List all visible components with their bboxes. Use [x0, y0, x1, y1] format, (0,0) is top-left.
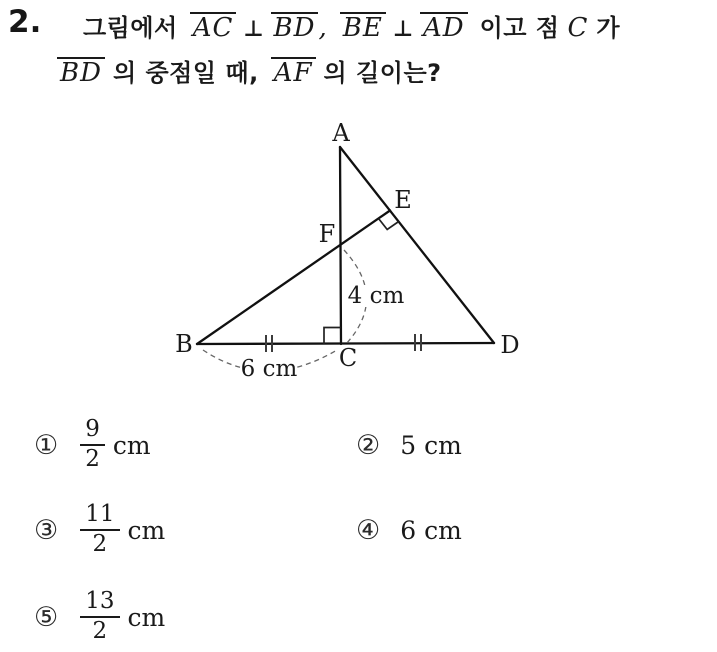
fraction-denominator: 2: [85, 446, 100, 472]
measurement-label-FC: 4 cm: [347, 283, 405, 309]
question-intro-text: 그림에서: [83, 14, 178, 42]
fraction-numerator: 9: [80, 417, 105, 446]
choice-3-unit: cm: [127, 515, 166, 545]
choice-1-fraction: [80, 417, 105, 473]
choice-4-marker: ④: [356, 514, 381, 546]
problem-number: 2.: [8, 4, 42, 40]
choice-4: [356, 501, 462, 559]
vertex-label-D: D: [500, 331, 520, 359]
perpendicular-symbol: ⊥: [392, 17, 413, 42]
choice-1-unit: cm: [112, 430, 151, 460]
fraction-denominator: 2: [92, 618, 108, 644]
choice-2: [356, 416, 462, 474]
question-mid-text: 이고 점: [479, 14, 560, 42]
fraction-denominator: 2: [92, 531, 108, 557]
segment-BE-label: BE: [340, 12, 386, 42]
choice-3-fraction: [80, 502, 119, 558]
vertex-label-C: C: [338, 344, 358, 372]
choice-5-fraction: [80, 589, 119, 645]
choice-4-unit: cm: [424, 515, 462, 545]
choice-5-marker: ⑤: [34, 601, 59, 633]
question-suffix-text: 의 길이는?: [323, 59, 442, 87]
choice-1-marker: ①: [34, 429, 59, 461]
comma-text: ,: [318, 13, 328, 43]
segment-BD-label: BD: [271, 12, 319, 42]
choice-2-marker: ②: [356, 429, 381, 461]
segment-AD-label: AD: [420, 12, 468, 42]
right-angle-mark-C: [324, 328, 341, 345]
fraction-numerator: 13: [80, 589, 119, 618]
choice-3: [34, 501, 165, 559]
segment-AC-label: AC: [190, 12, 237, 42]
vertex-label-B: B: [175, 330, 193, 358]
choice-5-unit: cm: [127, 602, 166, 632]
measurement-label-BC: 6 cm: [240, 356, 298, 382]
choice-1: [34, 416, 151, 474]
vertex-label-A: A: [332, 119, 350, 147]
question-mid-text: 의 중점일 때,: [112, 59, 259, 87]
question-suffix-text: 가: [596, 14, 621, 42]
choice-2-unit: cm: [424, 430, 462, 460]
choice-5: [34, 588, 165, 646]
vertex-label-E: E: [394, 186, 412, 214]
choice-3-marker: ③: [34, 514, 59, 546]
choice-2-value: 5: [400, 430, 417, 460]
choice-4-value: 6: [400, 515, 417, 545]
segment-AF-label: AF: [271, 57, 316, 87]
perpendicular-symbol: ⊥: [243, 17, 264, 42]
segment-AD-line: [340, 147, 494, 343]
segment-BE-line: [197, 211, 390, 345]
point-C-label: C: [567, 13, 589, 43]
fraction-numerator: 11: [80, 502, 119, 531]
right-angle-mark-E: [379, 219, 399, 230]
segment-BD-label: BD: [57, 57, 105, 87]
vertex-label-F: F: [318, 220, 336, 248]
